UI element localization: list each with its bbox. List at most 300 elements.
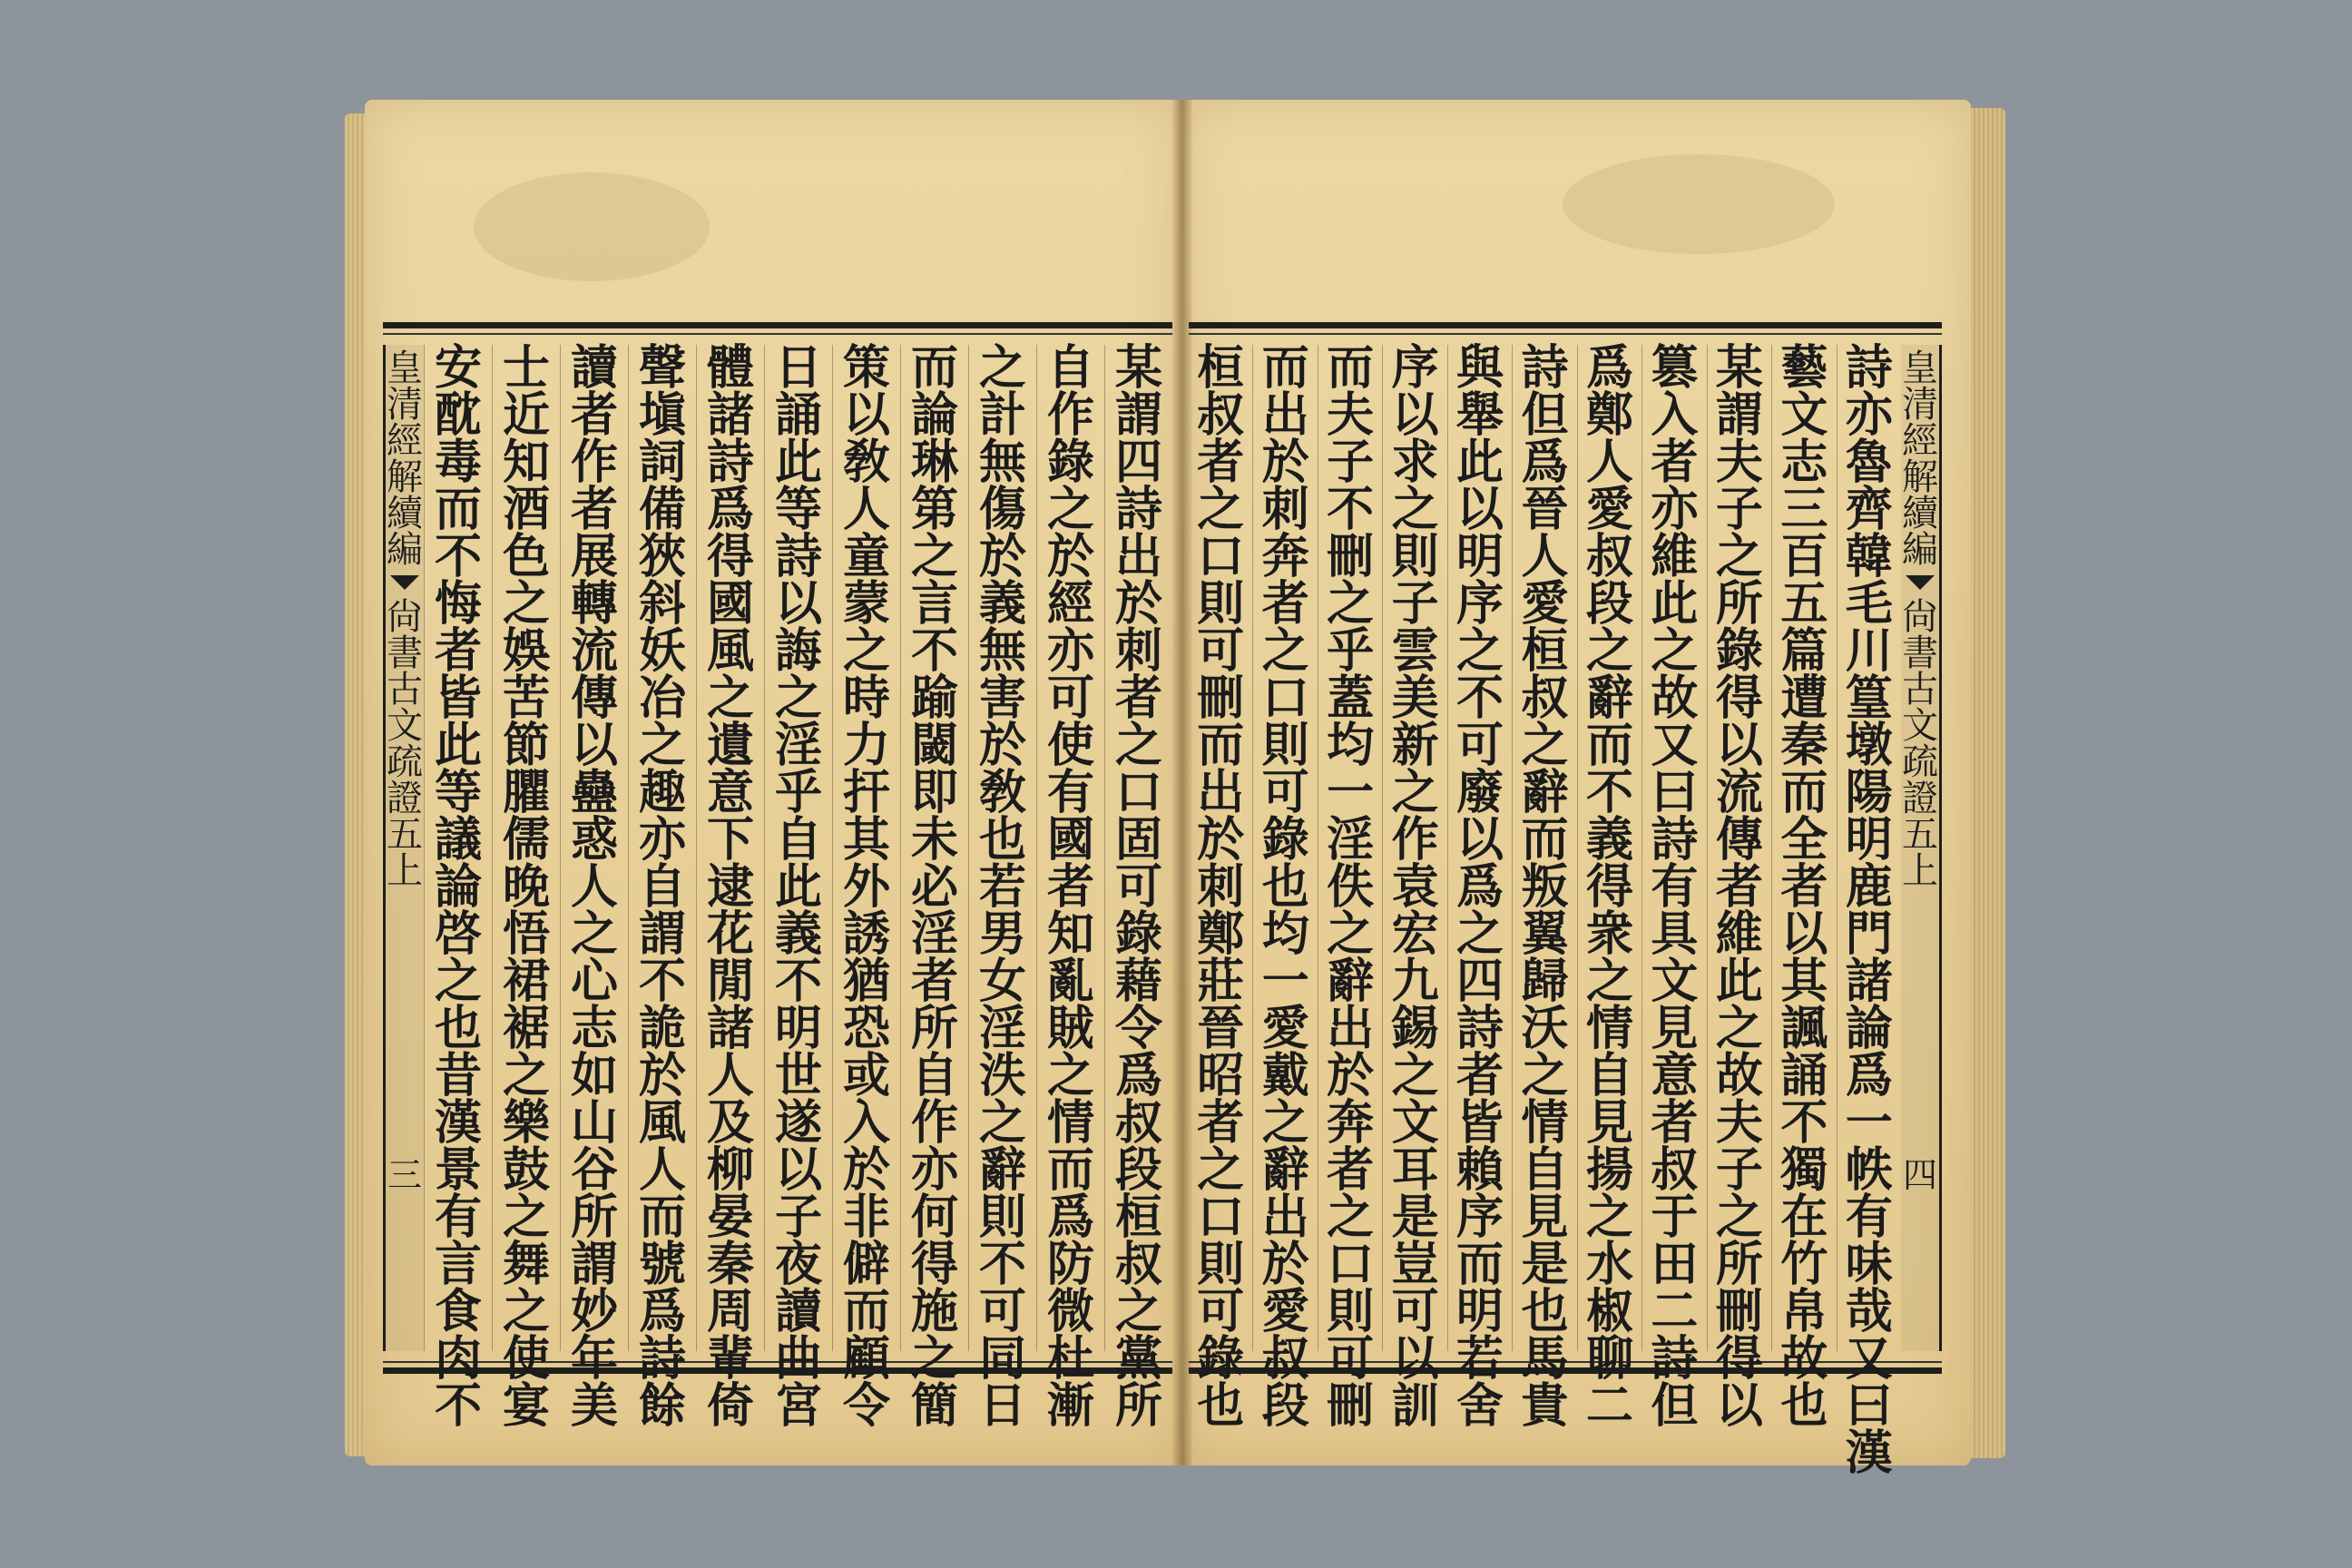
glyph: 見 [1585,1095,1633,1151]
glyph: 爲 [1114,1048,1162,1103]
glyph: 扞 [842,765,890,820]
glyph: 得 [1715,671,1763,726]
glyph: 淫 [910,906,958,962]
glyph: 有 [1046,765,1094,820]
glyph: 餘 [638,1378,686,1434]
glyph: 叔 [1585,529,1633,584]
glyph: 意 [706,765,754,820]
glyph: 愛 [1585,482,1633,537]
glyph: 袁 [1391,859,1439,915]
glyph: 鼓 [502,1142,550,1198]
glyph: 得 [1585,859,1633,915]
paper-stain [1563,154,1835,254]
glyph: 以 [842,387,890,443]
glyph: 可 [1261,765,1309,820]
glyph: 時 [842,671,890,726]
paper-stain [474,172,710,281]
glyph: 也 [1521,1284,1569,1339]
glyph: 備 [638,482,686,537]
glyph: 錄 [1046,435,1094,490]
glyph: 可 [1197,623,1245,679]
glyph: 以 [1715,718,1763,773]
glyph: 叔 [1197,387,1245,443]
glyph: 晉 [1521,482,1569,537]
glyph: 毛 [1845,576,1893,632]
glyph: 證 [387,778,423,819]
glyph: 者 [570,482,618,537]
glyph: 作 [1391,812,1439,867]
glyph: 錫 [1391,1001,1439,1056]
text-column [1382,340,1446,1434]
glyph: 之 [502,1284,550,1339]
glyph: 尙 [1902,596,1938,638]
glyph: 論 [910,387,958,443]
glyph: 其 [842,812,890,867]
glyph: 下 [706,812,754,867]
glyph: 清 [387,384,423,426]
glyph: 夫 [1715,435,1763,490]
glyph: 近 [502,387,550,443]
glyph: 齊 [1845,482,1893,537]
glyph: 叔 [1114,1095,1162,1151]
glyph: 誨 [774,623,822,679]
glyph: 者 [1046,859,1094,915]
glyph: 恐 [842,1001,890,1056]
glyph: 體 [706,340,754,396]
glyph: 等 [434,765,482,820]
glyph: 者 [1651,435,1699,490]
glyph: 閾 [910,718,958,773]
glyph: 柳 [706,1142,754,1198]
glyph: 谷 [570,1142,618,1198]
glyph: 五 [387,814,423,856]
glyph: 一 [1261,954,1309,1009]
glyph: 詩 [1651,1331,1699,1387]
glyph: 義 [1585,812,1633,867]
glyph: 毒 [434,435,482,490]
glyph: 口 [1197,1190,1245,1245]
glyph: 傳 [1715,812,1763,867]
glyph: 辭 [1521,765,1569,820]
glyph: 遭 [1780,671,1828,726]
glyph: 辭 [978,1142,1026,1198]
right-page [1181,100,1971,1481]
glyph: 人 [842,482,890,537]
glyph: 之 [1391,765,1439,820]
glyph: 不 [910,623,958,679]
glyph: 若 [978,859,1026,915]
glyph: 三 [1780,482,1828,537]
glyph: 出 [1261,1190,1309,1245]
glyph: 川 [1845,623,1893,679]
glyph: 裙 [502,954,550,1009]
glyph: 展 [570,529,618,584]
glyph: 疏 [387,741,423,783]
text-column [628,340,696,1434]
glyph: 作 [910,1095,958,1151]
glyph: 皆 [434,671,482,726]
glyph: 聊 [1585,1331,1633,1387]
glyph: 之 [1391,482,1439,537]
glyph: 桓 [1521,623,1569,679]
glyph: 刪 [1197,671,1245,726]
glyph: 此 [434,718,482,773]
margin-subtitle [387,596,423,892]
glyph: 黨 [1114,1331,1162,1387]
glyph: 遂 [774,1095,822,1151]
glyph: 可 [1046,671,1094,726]
glyph: 不 [434,1378,482,1434]
glyph: 以 [1391,387,1439,443]
glyph: 篁 [1845,671,1893,726]
glyph: 衆 [1585,906,1633,962]
glyph: 詩 [1651,812,1699,867]
glyph: 而 [1197,718,1245,773]
glyph: 子 [774,1190,822,1245]
glyph: 之 [1197,1142,1245,1198]
glyph: 施 [910,1284,958,1339]
glyph: 但 [1651,1378,1699,1434]
glyph: 言 [434,1237,482,1292]
glyph: 非 [842,1190,890,1245]
glyph: 詞 [638,435,686,490]
glyph: 則 [1197,1237,1245,1292]
glyph: 亦 [1046,623,1094,679]
glyph: 亂 [1046,954,1094,1009]
margin-title [1902,348,1938,571]
glyph: 刺 [1197,859,1245,915]
glyph: 詩 [1845,340,1893,396]
glyph: 誦 [1780,1048,1828,1103]
glyph: 篇 [1780,623,1828,679]
glyph: 上 [387,850,423,892]
glyph: 流 [570,623,618,679]
glyph: 也 [1780,1378,1828,1434]
glyph: 而 [1585,718,1633,773]
glyph: 於 [1197,812,1245,867]
glyph: 賊 [1046,1001,1094,1056]
glyph: 之 [1521,718,1569,773]
glyph: 清 [1902,384,1938,426]
glyph: 也 [978,812,1026,867]
glyph: 訓 [1391,1378,1439,1434]
glyph: 之 [1261,1095,1309,1151]
glyph: 錄 [1715,623,1763,679]
glyph: 肉 [434,1331,482,1387]
glyph: 疏 [1902,741,1938,783]
glyph: 子 [1327,435,1375,490]
glyph: 明 [774,1001,822,1056]
glyph: 第 [910,482,958,537]
glyph: 讀 [774,1284,822,1339]
glyph: 者 [1197,1095,1245,1151]
glyph: 得 [706,529,754,584]
glyph: 謂 [638,906,686,962]
glyph: 爲 [1585,340,1633,396]
glyph: 色 [502,529,550,584]
frame-rule [383,333,1172,335]
glyph: 漢 [1845,1426,1893,1481]
text-column [1189,340,1252,1434]
glyph: 所 [1114,1378,1162,1434]
text-column [968,340,1036,1434]
margin-title [387,348,423,571]
glyph: 遺 [706,718,754,773]
glyph: 計 [978,387,1026,443]
glyph: 書 [387,632,423,674]
glyph: 而 [1046,1142,1094,1198]
glyph: 爲 [1046,1190,1094,1245]
glyph: 於 [638,1048,686,1103]
glyph: 皇 [387,348,423,389]
glyph: 情 [1585,1001,1633,1056]
glyph: 均 [1327,718,1375,773]
right-page-edges [1971,108,2005,1458]
glyph: 無 [978,435,1026,490]
glyph: 曰 [1845,1378,1893,1434]
glyph: 見 [1521,1190,1569,1245]
glyph: 刪 [1715,1284,1763,1339]
glyph: 冶 [638,671,686,726]
glyph: 又 [1845,1331,1893,1387]
glyph: 者 [1114,671,1162,726]
glyph: 爲 [706,482,754,537]
glyph: 漸 [1046,1378,1094,1434]
glyph: 而 [910,340,958,396]
glyph: 而 [434,482,482,537]
glyph: 諸 [706,1001,754,1056]
glyph: 策 [842,340,890,396]
glyph: 鹿 [1845,859,1893,915]
glyph: 等 [774,482,822,537]
glyph: 之 [1715,529,1763,584]
glyph: 惑 [570,812,618,867]
glyph: 自 [1585,1048,1633,1103]
glyph: 日 [774,340,822,396]
glyph: 帛 [1780,1284,1828,1339]
glyph: 宏 [1391,906,1439,962]
glyph: 諷 [1780,1001,1828,1056]
glyph: 耳 [1391,1142,1439,1198]
glyph: 不 [1780,1095,1828,1151]
glyph: 微 [1046,1284,1094,1339]
glyph: 於 [1261,435,1309,490]
glyph: 之 [1114,1284,1162,1339]
glyph: 賴 [1456,1142,1504,1198]
text-column [900,340,968,1434]
text-column [1447,340,1512,1434]
glyph: 五 [1902,814,1938,856]
glyph: 得 [1715,1331,1763,1387]
glyph: 若 [1456,1331,1504,1387]
glyph: 曲 [774,1331,822,1387]
glyph: 無 [978,623,1026,679]
glyph: 四 [1114,435,1162,490]
glyph: 水 [1585,1237,1633,1292]
glyph: 均 [1261,906,1309,962]
glyph: 編 [387,529,423,571]
glyph: 五 [1780,576,1828,632]
glyph: 之 [978,1095,1026,1151]
glyph: 者 [1715,859,1763,915]
glyph: 入 [842,1095,890,1151]
glyph: 國 [1046,812,1094,867]
glyph: 而 [1327,340,1375,396]
glyph: 之 [1715,1001,1763,1056]
glyph: 害 [978,671,1026,726]
glyph: 之 [1585,1190,1633,1245]
glyph: 斜 [638,576,686,632]
glyph: 娛 [502,623,550,679]
glyph: 晉 [1197,1001,1245,1056]
glyph: 以 [1715,1378,1763,1434]
glyph: 淫 [1327,812,1375,867]
glyph: 之 [434,954,482,1009]
glyph: 宮 [774,1378,822,1434]
glyph: 意 [1651,1048,1699,1103]
glyph: 之 [1456,906,1504,962]
glyph: 鄭 [1585,387,1633,443]
glyph: 椒 [1585,1284,1633,1339]
glyph: 刺 [1114,623,1162,679]
glyph: 之 [1456,623,1504,679]
glyph: 味 [1845,1237,1893,1292]
glyph: 舉 [1456,387,1504,443]
glyph: 力 [842,718,890,773]
glyph: 又 [1651,718,1699,773]
glyph: 詩 [1456,1001,1504,1056]
glyph: 可 [1197,1284,1245,1339]
glyph: 有 [1651,859,1699,915]
glyph: 晏 [706,1190,754,1245]
glyph: 皆 [1456,1095,1504,1151]
glyph: 具 [1651,906,1699,962]
text-column [492,340,560,1434]
glyph: 女 [978,954,1026,1009]
margin-subtitle [1902,596,1938,892]
glyph: 明 [1456,1284,1504,1339]
glyph: 號 [638,1237,686,1292]
glyph: 淫 [978,1001,1026,1056]
glyph: 田 [1651,1237,1699,1292]
glyph: 藉 [1114,954,1162,1009]
glyph: 廢 [1456,765,1504,820]
glyph: 詩 [638,1331,686,1387]
glyph: 士 [502,340,550,396]
glyph: 酖 [434,387,482,443]
glyph: 固 [1114,812,1162,867]
glyph: 夜 [774,1237,822,1292]
glyph: 于 [1651,1190,1699,1245]
glyph: 此 [1456,435,1504,490]
glyph: 美 [570,1378,618,1434]
glyph: 以 [774,576,822,632]
text-column [1512,340,1576,1434]
glyph: 之 [1327,906,1375,962]
glyph: 讀 [570,340,618,396]
glyph: 傷 [978,482,1026,537]
glyph: 可 [1456,718,1504,773]
glyph: 某 [1715,340,1763,396]
glyph: 文 [1902,705,1938,747]
glyph: 則 [1261,718,1309,773]
glyph: 於 [978,718,1026,773]
glyph: 閒 [706,954,754,1009]
glyph: 美 [1391,671,1439,726]
glyph: 其 [1780,954,1828,1009]
glyph: 藝 [1780,340,1828,396]
glyph: 謂 [1114,387,1162,443]
glyph: 得 [910,1237,958,1292]
glyph: 書 [1902,632,1938,674]
glyph: 令 [842,1378,890,1434]
glyph: 段 [1114,1142,1162,1198]
glyph: 出 [1327,1001,1375,1056]
glyph: 詩 [706,435,754,490]
glyph: 雲 [1391,623,1439,679]
glyph: 食 [434,1284,482,1339]
glyph: 作 [570,435,618,490]
glyph: 之 [502,576,550,632]
glyph: 是 [1391,1190,1439,1245]
glyph: 之 [1327,1190,1375,1245]
glyph: 魯 [1845,435,1893,490]
glyph: 哉 [1845,1284,1893,1339]
glyph: 國 [706,576,754,632]
glyph: 亦 [910,1142,958,1198]
glyph: 文 [1780,387,1828,443]
glyph: 愛 [1261,1001,1309,1056]
glyph: 口 [1114,765,1162,820]
glyph: 之 [774,671,822,726]
glyph: 之 [1046,482,1094,537]
glyph: 何 [910,1190,958,1245]
glyph: 樂 [502,1095,550,1151]
glyph: 自 [910,1048,958,1103]
glyph: 則 [978,1190,1026,1245]
glyph: 即 [910,765,958,820]
glyph: 獨 [1780,1142,1828,1198]
glyph: 一 [1327,765,1375,820]
glyph: 猶 [842,954,890,1009]
glyph: 夫 [1327,387,1375,443]
glyph: 篡 [1651,340,1699,396]
glyph: 四 [1456,954,1504,1009]
glyph: 如 [570,1048,618,1103]
right-text-frame [1189,322,1942,1481]
glyph: 但 [1521,387,1569,443]
glyph: 解 [387,456,423,498]
glyph: 也 [434,1001,482,1056]
glyph: 志 [1780,435,1828,490]
glyph: 墩 [1845,718,1893,773]
glyph: 顧 [842,1331,890,1387]
glyph: 不 [1456,671,1504,726]
glyph: 維 [1715,906,1763,962]
glyph: 風 [638,1095,686,1151]
glyph: 蠱 [570,765,618,820]
glyph: 新 [1391,718,1439,773]
glyph: 解 [1902,456,1938,498]
glyph: 編 [1902,529,1938,571]
glyph: 百 [1780,529,1828,584]
text-column [764,340,832,1434]
glyph: 者 [1327,1142,1375,1198]
glyph: 詩 [774,529,822,584]
glyph: 淫 [774,718,822,773]
text-column [1837,340,1901,1481]
glyph: 外 [842,859,890,915]
